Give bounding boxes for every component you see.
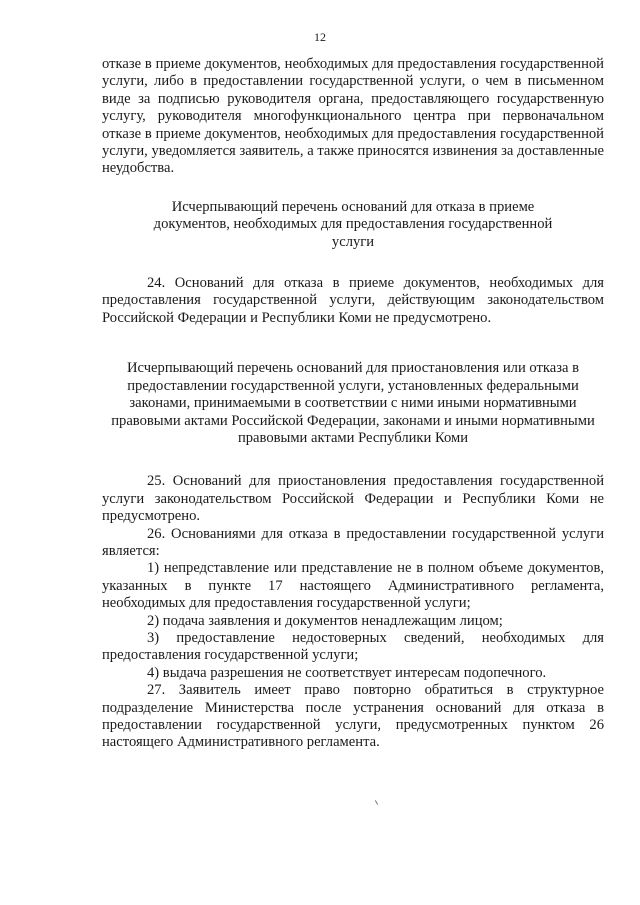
page-number: 12 [314,30,326,44]
paragraph-25: 25. Оснований для приостановления предоставления государственной услуги законодательством Российской Федерации и Республики Коми не предусмотрено. [102,473,604,525]
paragraph-24: 24. Оснований для отказа в приеме документов, необходимых для предоставления государственной услуги, действующим законодательством Российской Федерации и Республики Коми не предусмотрено. [102,275,604,326]
paragraph-26: 26. Основаниями для отказа в предоставлении государственной услуги является: [102,525,604,559]
section-heading-suspension-refusal: Исчерпывающий перечень оснований для приостановления или отказа в предоставлении государственной услуги, установленных федеральными законами, принимаемыми в соответствии с ними иными нормативными правовыми актами Российской Федерации, законами и иными нормативными правовыми актами Республики Коми [111,360,595,446]
document-body [102,56,604,752]
section-heading-refusal-documents: Исчерпывающий перечень оснований для отказа в приеме документов, необходимых для предоставления государственной услуги [153,198,553,250]
paragraph-continuation: отказе в приеме документов, необходимых для предоставления государственной услуги, либо в предоставлении государственной услуги, о чем в письменном виде за подписью руководителя органа, предоставляющего государственную услугу, руководителя многофункционального центра при первоначальном отказе в приеме документов, необходимых для предоставления государственной услуги, уведомляется заявитель, а также приносятся извинения за доставленные неудобства. [102,56,604,177]
scan-speck [375,800,378,805]
paragraph-27: 27. Заявитель имеет право повторно обратиться в структурное подразделение Министерства после устранения оснований для отказа в предоставлении государственной услуги, предусмотренных пунктом 26 настоящего Административного регламента. [102,682,604,751]
paragraph-26-item-1: 1) непредставление или представление не в полном объеме документов, указанных в пункте 17 настоящего Административного регламента, необходимых для предоставления государственной услуги; [102,560,604,612]
paragraph-26-item-2: 2) подача заявления и документов ненадлежащим лицом; [147,612,503,629]
paragraph-26-item-4: 4) выдача разрешения не соответствует интересам подопечного. [147,664,547,681]
paragraph-26-item-3: 3) предоставление недостоверных сведений, необходимых для предоставления государственной услуги; [102,629,604,664]
